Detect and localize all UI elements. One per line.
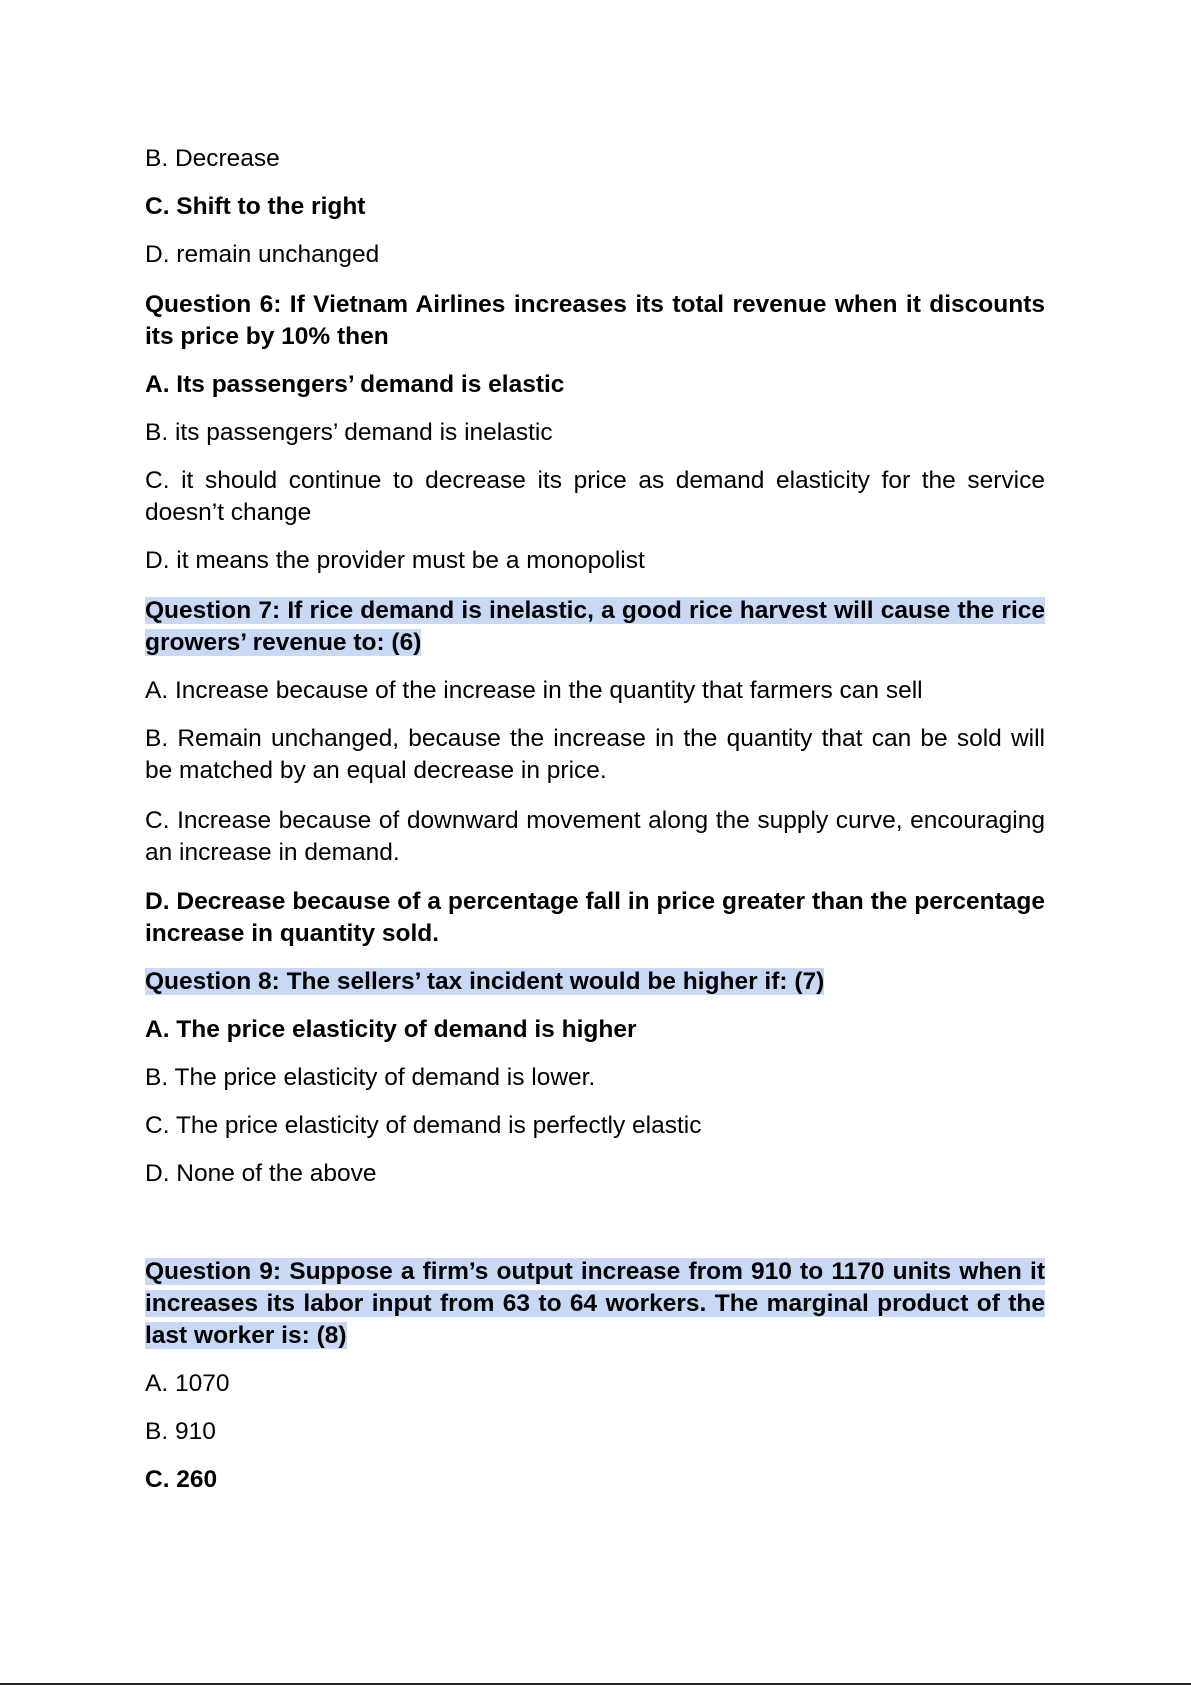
question-9-highlight: Question 9: Suppose a firm’s output increase from 910 to 1170 units when it increases its labor input from 63 to 64 workers. The marginal product of the last worker is: (8) (145, 1258, 1045, 1349)
q5-option-d: D. remain unchanged (145, 241, 380, 268)
q7-option-b: B. Remain unchanged, because the increase in the quantity that can be sold will be matched by an equal decrease in price. (145, 725, 1045, 784)
question-8 (145, 966, 1045, 998)
q6-option-a-answer: A. Its passengers’ demand is elastic (145, 371, 565, 398)
question-7 (145, 595, 1045, 659)
q6-option-b: B. its passengers’ demand is inelastic (145, 419, 553, 446)
q5-option-c-answer: C. Shift to the right (145, 193, 366, 220)
question-9 (145, 1256, 1045, 1352)
q9-option-a: A. 1070 (145, 1370, 230, 1397)
question-8-highlight: Question 8: The sellers’ tax incident would be higher if: (7) (145, 968, 825, 995)
q7-option-d-answer: D. Decrease because of a percentage fall in price greater than the percentage increase in quantity sold. (145, 888, 1045, 947)
q6-option-c: C. it should continue to decrease its price as demand elasticity for the service doesn’t change (145, 467, 1045, 526)
q5-option-b: B. Decrease (145, 145, 280, 172)
q7-option-a: A. Increase because of the increase in the quantity that farmers can sell (145, 677, 923, 704)
q7-option-c: C. Increase because of downward movement along the supply curve, encouraging an increase in demand. (145, 807, 1045, 866)
q9-option-c-answer: C. 260 (145, 1466, 218, 1493)
q8-option-a-answer: A. The price elasticity of demand is higher (145, 1016, 637, 1043)
q6-option-d: D. it means the provider must be a monopolist (145, 547, 645, 574)
q8-option-b: B. The price elasticity of demand is lower. (145, 1064, 596, 1091)
question-7-highlight: Question 7: If rice demand is inelastic, a good rice harvest will cause the rice growers’ revenue to: (6) (145, 597, 1045, 656)
q8-option-d: D. None of the above (145, 1160, 377, 1187)
q9-option-b: B. 910 (145, 1418, 216, 1445)
q8-option-c: C. The price elasticity of demand is perfectly elastic (145, 1112, 702, 1139)
question-6: Question 6: If Vietnam Airlines increases its total revenue when it discounts its price by 10% then (145, 291, 1045, 350)
